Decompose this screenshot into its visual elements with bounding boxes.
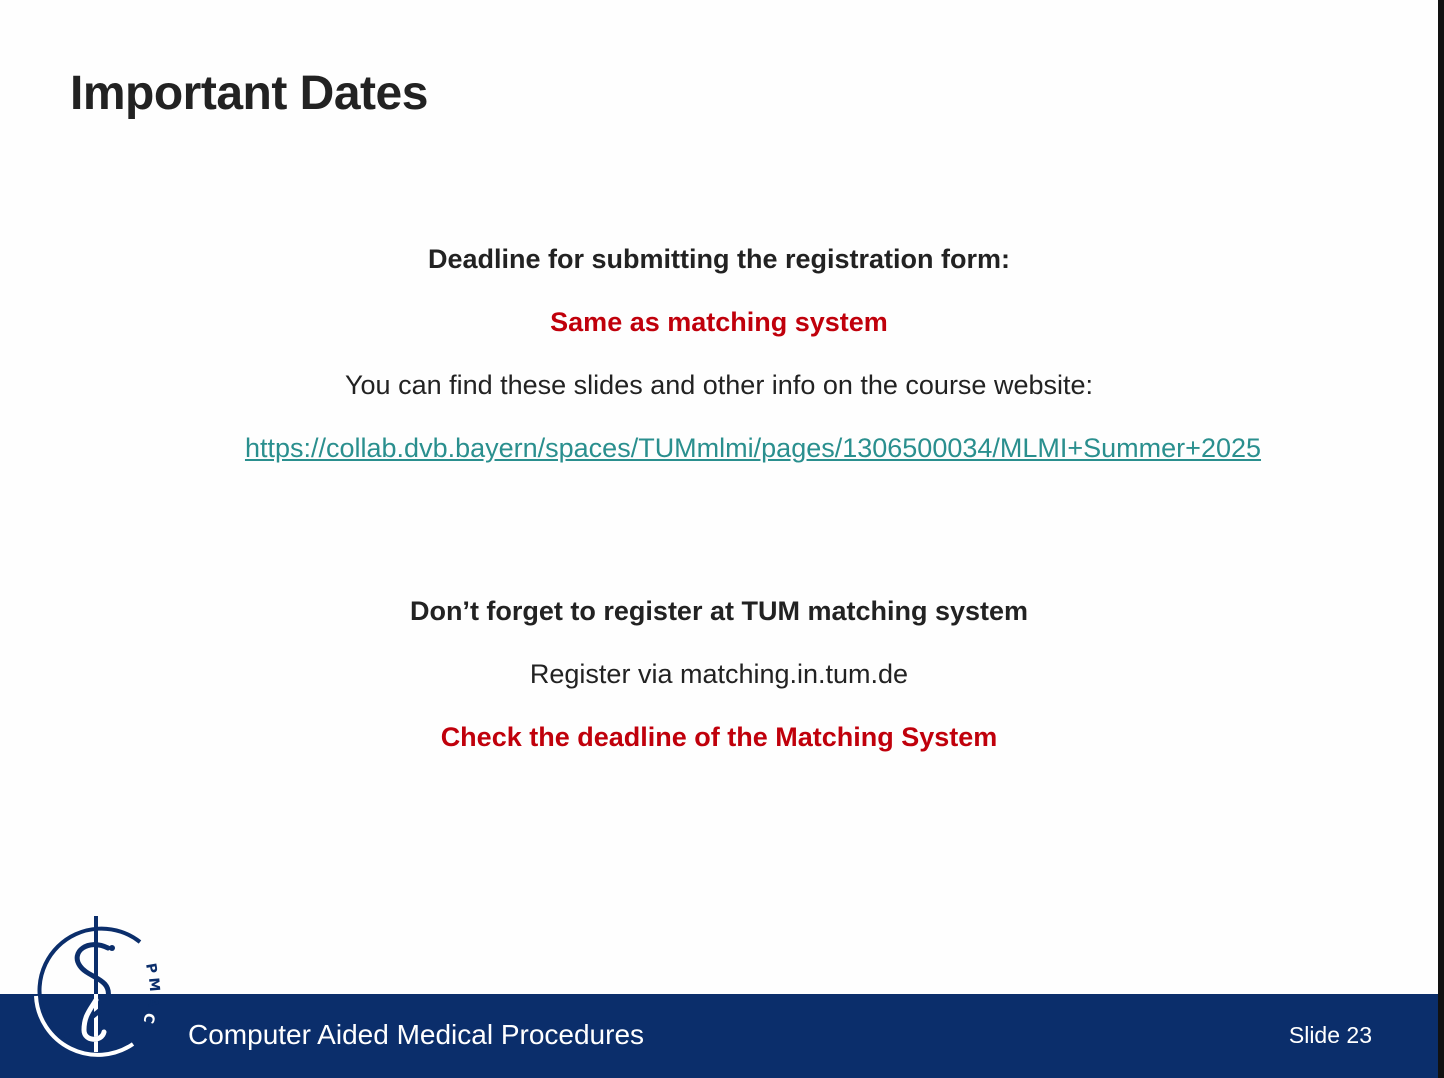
register-heading: Don’t forget to register at TUM matching system <box>409 596 1029 626</box>
register-text: Register via matching.in.tum.de <box>529 659 909 689</box>
deadline-value: Same as matching system <box>550 307 888 337</box>
svg-text:M: M <box>145 976 163 993</box>
svg-text:A: A <box>144 995 161 1008</box>
footer-organization: Computer Aided Medical Procedures <box>188 1019 645 1050</box>
slide-number: Slide 23 <box>1288 1022 1372 1048</box>
camp-logo-icon <box>28 912 168 1060</box>
slide-edge <box>1438 0 1444 1078</box>
deadline-heading: Deadline for submitting the registration form: <box>427 244 1011 274</box>
course-website-link[interactable]: https://collab.dvb.bayern/spaces/TUMmlmi/pages/1306500034/MLMI+Summer+2025 <box>244 433 1262 463</box>
check-deadline-note: Check the deadline of the Matching System <box>440 722 998 752</box>
course-link-line <box>34 433 1444 464</box>
svg-text:P: P <box>142 961 160 975</box>
svg-text:C: C <box>139 1010 158 1026</box>
info-text: You can find these slides and other info on the course website: <box>345 370 1093 400</box>
page-title: Important Dates <box>70 67 428 120</box>
logo-lettering <box>142 962 160 975</box>
